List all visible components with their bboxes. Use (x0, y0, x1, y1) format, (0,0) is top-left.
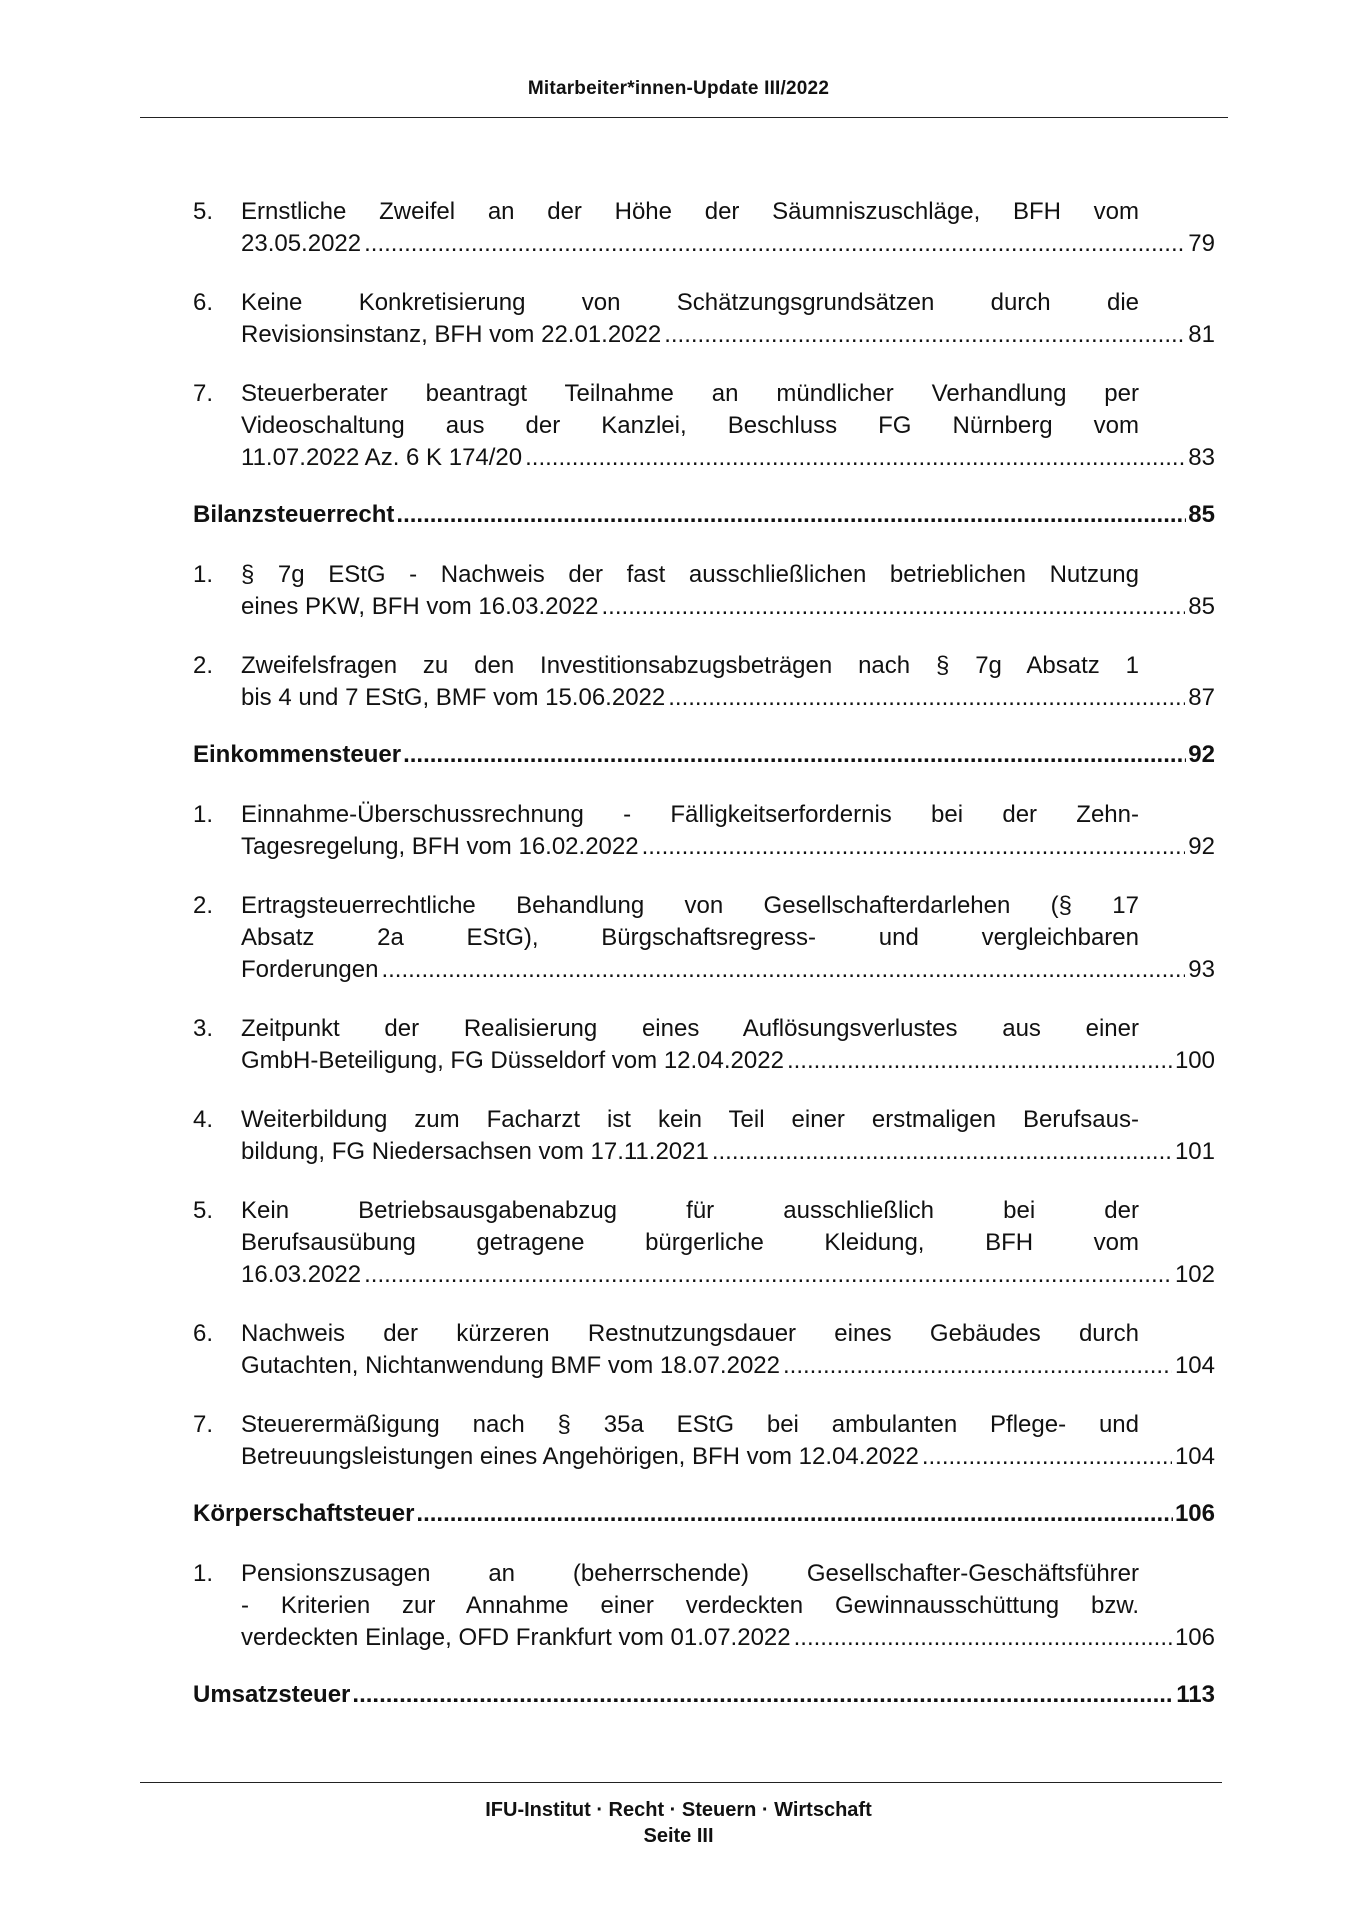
toc-entry-text: 23.05.2022 (241, 230, 362, 257)
toc-entry-line: Einnahme-Überschussrechnung - Fälligkeitserfordernis bei der Zehn- (241, 801, 1139, 828)
toc-entry-last-line (241, 442, 1215, 474)
toc-entry-body (241, 1409, 1215, 1473)
toc-entry-body (241, 799, 1215, 863)
toc-entry-text: Tagesregelung, BFH vom 16.02.2022 (241, 833, 639, 860)
toc-entry-body (241, 287, 1215, 351)
toc-page-number: 85 (1188, 501, 1215, 528)
toc-page-number: 106 (1174, 1624, 1215, 1651)
toc-entry-number: 1. (193, 561, 214, 588)
toc-entry-number: 5. (193, 198, 214, 225)
toc-entry-line: Ernstliche Zweifel an der Höhe der Säumniszuschläge, BFH vom (241, 198, 1139, 225)
toc-entry-line: Kein Betriebsausgabenabzug für ausschließlich bei der (241, 1197, 1139, 1224)
toc-entry-line: Ertragsteuerrechtliche Behandlung von Gesellschafterdarlehen (§ 17 (241, 892, 1139, 919)
header-divider (140, 117, 1228, 118)
toc-entry-last-line (241, 831, 1215, 863)
toc-entry (193, 1013, 1215, 1077)
toc-leader-dots (403, 741, 1186, 769)
toc-entry-line: Keine Konkretisierung von Schätzungsgrundsätzen durch die (241, 289, 1139, 316)
toc-leader-dots (602, 591, 1186, 623)
toc-leader-dots (364, 1259, 1172, 1291)
toc-entry-number: 4. (193, 1106, 214, 1133)
toc-leader-dots (787, 1045, 1172, 1077)
toc-leader-dots (381, 954, 1185, 986)
toc-entry-last-line (241, 1045, 1215, 1077)
toc-section-title: Einkommensteuer (193, 741, 402, 768)
toc-entry-body (241, 196, 1215, 260)
toc-section-heading (193, 741, 1215, 769)
toc-entry-text: verdeckten Einlage, OFD Frankfurt vom 01.07.2022 (241, 1624, 791, 1651)
toc-leader-dots (364, 228, 1185, 260)
toc-entry (193, 1195, 1215, 1291)
toc-entry-text: Forderungen (241, 956, 379, 983)
toc-section-heading (193, 501, 1215, 529)
toc-entry-line: Absatz 2a EStG), Bürgschaftsregress- und vergleichbaren (241, 924, 1139, 951)
toc-entry-last-line (241, 319, 1215, 351)
toc-entry-body (241, 1318, 1215, 1382)
toc-entry-text: bildung, FG Niedersachsen vom 17.11.2021 (241, 1138, 709, 1165)
toc-entry-line: Zeitpunkt der Realisierung eines Auflösungsverlustes aus einer (241, 1015, 1139, 1042)
toc-entry-number: 6. (193, 1320, 214, 1347)
toc-entry (193, 196, 1215, 260)
toc-entry-text: Revisionsinstanz, BFH vom 22.01.2022 (241, 321, 662, 348)
toc-page-number: 79 (1188, 230, 1215, 257)
toc-entry (193, 650, 1215, 714)
toc-leader-dots (712, 1136, 1172, 1168)
footer-page-number: Seite III (643, 1825, 714, 1847)
toc-page-number: 92 (1188, 741, 1215, 768)
toc-entry-number: 6. (193, 289, 214, 316)
footer-divider (140, 1782, 1222, 1783)
toc-entry-text: bis 4 und 7 EStG, BMF vom 15.06.2022 (241, 684, 666, 711)
toc-section-title: Bilanzsteuerrecht (193, 501, 395, 528)
toc-entry-last-line (241, 682, 1215, 714)
toc-page-number: 87 (1188, 684, 1215, 711)
toc-entry-body (241, 378, 1215, 474)
toc-entry (193, 1318, 1215, 1382)
toc-entry-line: - Kriterien zur Annahme einer verdeckten Gewinnausschüttung bzw. (241, 1592, 1139, 1619)
toc-entry-last-line (241, 591, 1215, 623)
toc-entry-line: Pensionszusagen an (beherrschende) Gesellschafter-Geschäftsführer (241, 1560, 1139, 1587)
toc-entry-body (241, 650, 1215, 714)
footer-publisher: IFU-Institut · Recht · Steuern · Wirtschaft (485, 1799, 872, 1821)
toc-page-number: 101 (1174, 1138, 1215, 1165)
toc-page-number: 83 (1188, 444, 1215, 471)
toc-section-heading (193, 1681, 1215, 1709)
toc-page-number: 92 (1188, 833, 1215, 860)
toc-page-number: 113 (1176, 1681, 1215, 1708)
toc-entry-text: Betreuungsleistungen eines Angehörigen, BFH vom 12.04.2022 (241, 1443, 919, 1470)
toc-leader-dots (664, 319, 1185, 351)
toc-page-number: 106 (1174, 1500, 1215, 1527)
toc-leader-dots (794, 1622, 1172, 1654)
toc-section-title: Umsatzsteuer (193, 1681, 351, 1708)
toc-section-title: Körperschaftsteuer (193, 1500, 415, 1527)
toc-leader-dots (416, 1500, 1173, 1528)
toc-page-number: 104 (1174, 1443, 1215, 1470)
toc-entry-last-line (241, 1136, 1215, 1168)
toc-entry-body (241, 559, 1215, 623)
toc-entry-text: 16.03.2022 (241, 1261, 362, 1288)
toc-entry-number: 3. (193, 1015, 214, 1042)
toc-leader-dots (783, 1350, 1172, 1382)
toc-entry-text: 11.07.2022 Az. 6 K 174/20 (241, 444, 523, 471)
toc-entry-line: Zweifelsfragen zu den Investitionsabzugsbeträgen nach § 7g Absatz 1 (241, 652, 1139, 679)
toc-page-number: 85 (1188, 593, 1215, 620)
toc-entry-text: Gutachten, Nichtanwendung BMF vom 18.07.2022 (241, 1352, 780, 1379)
toc-entry-number: 2. (193, 892, 214, 919)
toc-entry-last-line (241, 1622, 1215, 1654)
toc-entry (193, 287, 1215, 351)
toc-leader-dots (668, 682, 1185, 714)
toc-entry-number: 1. (193, 801, 214, 828)
toc-entry-number: 1. (193, 1560, 214, 1587)
toc-page-number: 100 (1174, 1047, 1215, 1074)
toc-entry-line: § 7g EStG - Nachweis der fast ausschließlichen betrieblichen Nutzung (241, 561, 1139, 588)
toc-leader-dots (352, 1681, 1174, 1709)
toc-page-number: 81 (1188, 321, 1215, 348)
toc-entry-number: 7. (193, 1411, 214, 1438)
toc-entry (193, 559, 1215, 623)
page-header-title: Mitarbeiter*innen-Update III/2022 (527, 78, 830, 99)
toc-entry-number: 5. (193, 1197, 214, 1224)
page-footer (0, 1797, 1357, 1849)
toc-entry (193, 1409, 1215, 1473)
toc-entry-line: Videoschaltung aus der Kanzlei, Beschluss FG Nürnberg vom (241, 412, 1139, 439)
toc-entry-line: Berufsausübung getragene bürgerliche Kleidung, BFH vom (241, 1229, 1139, 1256)
toc-entry-last-line (241, 954, 1215, 986)
toc-section-heading (193, 1500, 1215, 1528)
toc-entry-body (241, 1104, 1215, 1168)
toc-leader-dots (922, 1441, 1172, 1473)
toc-page-number: 93 (1188, 956, 1215, 983)
toc-entry-line: Weiterbildung zum Facharzt ist kein Teil einer erstmaligen Berufsaus- (241, 1106, 1139, 1133)
toc-leader-dots (396, 501, 1186, 529)
table-of-contents (193, 196, 1215, 1739)
toc-entry (193, 799, 1215, 863)
toc-entry-last-line (241, 1259, 1215, 1291)
toc-entry-text: eines PKW, BFH vom 16.03.2022 (241, 593, 599, 620)
toc-entry-number: 7. (193, 380, 214, 407)
toc-page-number: 102 (1174, 1261, 1215, 1288)
toc-entry (193, 1558, 1215, 1654)
toc-entry (193, 1104, 1215, 1168)
toc-entry-body (241, 890, 1215, 986)
toc-leader-dots (525, 442, 1185, 474)
toc-entry-body (241, 1195, 1215, 1291)
toc-entry-line: Steuerermäßigung nach § 35a EStG bei ambulanten Pflege- und (241, 1411, 1139, 1438)
toc-entry-last-line (241, 1441, 1215, 1473)
toc-entry-text: GmbH-Beteiligung, FG Düsseldorf vom 12.04.2022 (241, 1047, 784, 1074)
toc-entry-last-line (241, 228, 1215, 260)
toc-page-number: 104 (1174, 1352, 1215, 1379)
toc-entry-body (241, 1013, 1215, 1077)
toc-entry-last-line (241, 1350, 1215, 1382)
toc-entry-line: Nachweis der kürzeren Restnutzungsdauer eines Gebäudes durch (241, 1320, 1139, 1347)
toc-leader-dots (642, 831, 1186, 863)
toc-entry-number: 2. (193, 652, 214, 679)
toc-entry-body (241, 1558, 1215, 1654)
toc-entry (193, 378, 1215, 474)
toc-entry-line: Steuerberater beantragt Teilnahme an mündlicher Verhandlung per (241, 380, 1139, 407)
toc-entry (193, 890, 1215, 986)
